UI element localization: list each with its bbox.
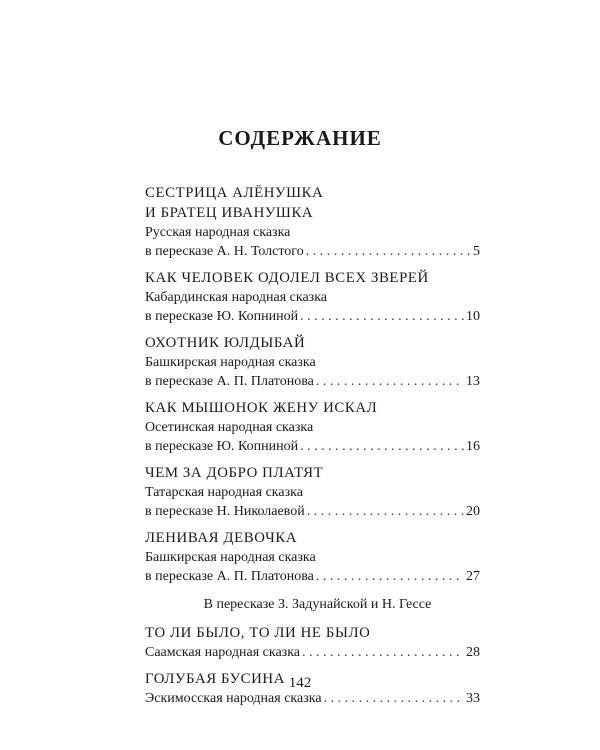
toc-entry — [145, 333, 480, 391]
entry-title-line: КАК ЧЕЛОВЕК ОДОЛЕЛ ВСЕХ ЗВЕРЕЙ — [145, 270, 429, 286]
dot-leader — [307, 502, 464, 521]
entry-subtitle: Саамская народная сказка — [145, 645, 301, 660]
entry-page-number: 20 — [466, 504, 480, 519]
dot-leader — [302, 643, 464, 662]
entry-page-number: 28 — [466, 645, 480, 660]
entry-subtitle: Татарская народная сказка — [145, 485, 303, 500]
entry-page-number: 5 — [473, 244, 480, 259]
entry-page-line — [145, 372, 480, 391]
entry-reteller: в пересказе Ю. Копниной — [145, 439, 299, 454]
entry-subtitle: Башкирская народная сказка — [145, 550, 316, 565]
entry-reteller: в пересказе А. П. Платонова — [145, 569, 314, 584]
entry-reteller: в пересказе А. П. Платонова — [145, 374, 314, 389]
toc-entry — [145, 528, 480, 586]
entry-title-line: ЛЕНИВАЯ ДЕВОЧКА — [145, 530, 298, 546]
toc-entry — [145, 463, 480, 521]
entry-title-line: ОХОТНИК ЮЛДЫБАЙ — [145, 335, 306, 351]
dot-leader — [306, 242, 471, 261]
entry-subtitle: Русская народная сказка — [145, 225, 291, 240]
table-of-contents — [145, 183, 480, 708]
dot-leader — [300, 307, 464, 326]
section-note: В пересказе З. Задунайской и Н. Гессе — [203, 597, 432, 612]
entry-subtitle: Башкирская народная сказка — [145, 355, 316, 370]
entry-title-line: ЧЕМ ЗА ДОБРО ПЛАТЯТ — [145, 465, 324, 481]
entry-page-line — [145, 437, 480, 456]
entry-reteller: в пересказе Н. Николаевой — [145, 504, 305, 519]
entry-page-number: 16 — [466, 439, 480, 454]
dot-leader — [300, 437, 464, 456]
toc-entry — [145, 268, 480, 326]
entry-page-line — [145, 643, 480, 662]
entry-page-line — [145, 242, 480, 261]
toc-entry — [145, 398, 480, 456]
entry-page-number: 27 — [466, 569, 480, 584]
entry-page-number: 10 — [466, 309, 480, 324]
entry-subtitle: Эскимосская народная сказка — [145, 691, 322, 706]
entry-title-line: ГОЛУБАЯ БУСИНА — [145, 671, 285, 687]
entry-page-line — [145, 502, 480, 521]
entry-page-number: 33 — [466, 691, 480, 706]
entry-title-line: КАК МЫШОНОК ЖЕНУ ИСКАЛ — [145, 400, 378, 416]
entry-subtitle: Осетинская народная сказка — [145, 420, 314, 435]
dot-leader — [316, 372, 464, 391]
entry-page-line — [145, 567, 480, 586]
dot-leader — [316, 567, 464, 586]
entry-reteller: в пересказе А. Н. Толстого — [145, 244, 304, 259]
entry-reteller: в пересказе Ю. Копниной — [145, 309, 299, 324]
page-number: 142 — [288, 675, 312, 691]
toc-entry — [145, 623, 480, 662]
entry-page-line — [145, 307, 480, 326]
entry-title-line: СЕСТРИЦА АЛЁНУШКА — [145, 185, 324, 201]
entry-page-number: 13 — [466, 374, 480, 389]
entry-title-line: ТО ЛИ БЫЛО, ТО ЛИ НЕ БЫЛО — [145, 625, 371, 641]
toc-entry — [145, 183, 480, 261]
entry-subtitle: Кабардинская народная сказка — [145, 290, 328, 305]
page-heading: СОДЕРЖАНИЕ — [218, 126, 382, 150]
entry-title-line: И БРАТЕЦ ИВАНУШКА — [145, 205, 314, 221]
